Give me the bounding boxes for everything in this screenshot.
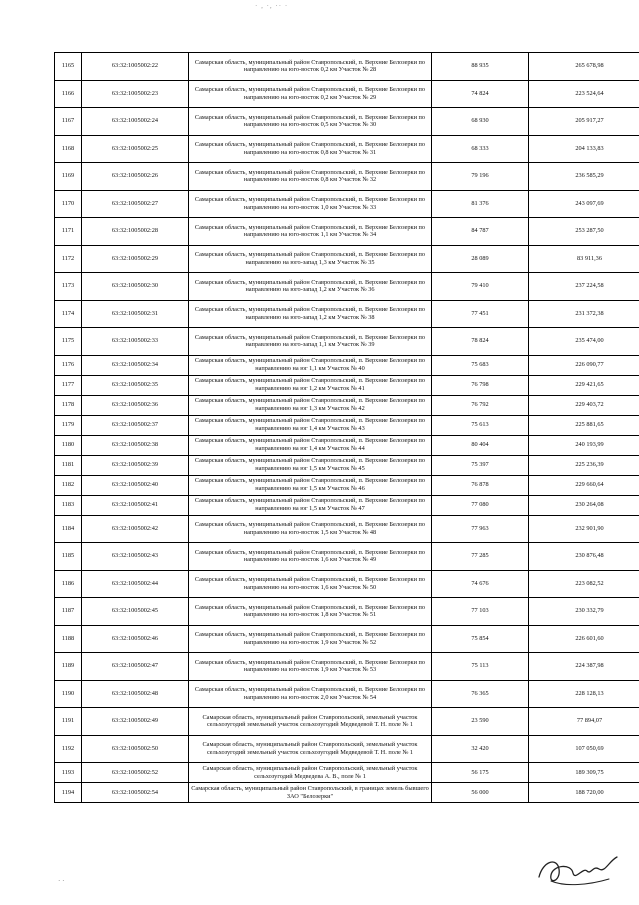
table-row xyxy=(55,80,639,108)
parcel-area: 74 676 xyxy=(432,570,529,598)
row-number: 1190 xyxy=(55,680,82,708)
registry-table-body xyxy=(55,53,639,803)
table-row xyxy=(55,328,639,356)
cadastral-value: 77 894,07 xyxy=(529,708,639,736)
cadastral-number: 63:32:1005002:34 xyxy=(82,355,189,375)
row-number: 1180 xyxy=(55,435,82,455)
table-row xyxy=(55,495,639,515)
parcel-area: 76 792 xyxy=(432,395,529,415)
row-number: 1172 xyxy=(55,245,82,273)
cadastral-value: 223 082,52 xyxy=(529,570,639,598)
row-number: 1170 xyxy=(55,190,82,218)
parcel-address: Самарская область, муниципальный район Ставропольский, п. Верхние Белозерки по направлению на юг 1,2 км Участок № 41 xyxy=(189,375,432,395)
row-number: 1183 xyxy=(55,495,82,515)
cadastral-number: 63:32:1005002:46 xyxy=(82,625,189,653)
row-number: 1186 xyxy=(55,570,82,598)
cadastral-value: 230 876,48 xyxy=(529,543,639,571)
row-number: 1168 xyxy=(55,135,82,163)
table-row xyxy=(55,395,639,415)
cadastral-value: 228 128,13 xyxy=(529,680,639,708)
cadastral-value: 189 309,75 xyxy=(529,763,639,783)
parcel-address: Самарская область, муниципальный район Ставропольский, п. Верхние Белозерки по направлению на юго-запад 1,2 км Участок № 36 xyxy=(189,273,432,301)
parcel-area: 23 590 xyxy=(432,708,529,736)
parcel-address: Самарская область, муниципальный район Ставропольский, п. Верхние Белозерки по направлению на юго-восток 2,0 км Участок № 54 xyxy=(189,680,432,708)
table-row xyxy=(55,163,639,191)
cadastral-value: 230 264,08 xyxy=(529,495,639,515)
cadastral-number: 63:32:1005002:22 xyxy=(82,53,189,81)
cadastral-value: 236 585,29 xyxy=(529,163,639,191)
table-row xyxy=(55,273,639,301)
cadastral-number: 63:32:1005002:42 xyxy=(82,515,189,543)
parcel-area: 32 420 xyxy=(432,735,529,763)
parcel-area: 75 397 xyxy=(432,455,529,475)
row-number: 1166 xyxy=(55,80,82,108)
table-row xyxy=(55,355,639,375)
row-number: 1176 xyxy=(55,355,82,375)
table-row xyxy=(55,735,639,763)
row-number: 1171 xyxy=(55,218,82,246)
row-number: 1181 xyxy=(55,455,82,475)
table-row xyxy=(55,108,639,136)
cadastral-value: 225 236,39 xyxy=(529,455,639,475)
parcel-area: 76 798 xyxy=(432,375,529,395)
parcel-area: 75 113 xyxy=(432,653,529,681)
cadastral-number: 63:32:1005002:50 xyxy=(82,735,189,763)
parcel-address: Самарская область, муниципальный район Ставропольский, п. Верхние Белозерки по направлению на юго-восток 1,9 км Участок № 53 xyxy=(189,653,432,681)
row-number: 1175 xyxy=(55,328,82,356)
cadastral-number: 63:32:1005002:25 xyxy=(82,135,189,163)
parcel-address: Самарская область, муниципальный район Ставропольский, п. Верхние Белозерки по направлению на юго-запад 1,3 км Участок № 35 xyxy=(189,245,432,273)
cadastral-number: 63:32:1005002:45 xyxy=(82,598,189,626)
row-number: 1179 xyxy=(55,415,82,435)
parcel-area: 68 930 xyxy=(432,108,529,136)
table-row xyxy=(55,190,639,218)
cadastral-value: 232 901,90 xyxy=(529,515,639,543)
parcel-address: Самарская область, муниципальный район Ставропольский, п. Верхние Белозерки по направлению на юго-восток 0,2 км Участок № 28 xyxy=(189,53,432,81)
table-row xyxy=(55,475,639,495)
parcel-area: 75 854 xyxy=(432,625,529,653)
row-number: 1191 xyxy=(55,708,82,736)
cadastral-value: 230 332,79 xyxy=(529,598,639,626)
cadastral-value: 188 720,00 xyxy=(529,783,639,803)
table-row xyxy=(55,625,639,653)
cadastral-number: 63:32:1005002:29 xyxy=(82,245,189,273)
parcel-address: Самарская область, муниципальный район Ставропольский, п. Верхние Белозерки по направлению на юго-восток 0,8 км Участок № 31 xyxy=(189,135,432,163)
parcel-area: 75 613 xyxy=(432,415,529,435)
table-row xyxy=(55,680,639,708)
parcel-area: 68 333 xyxy=(432,135,529,163)
cadastral-value: 83 911,36 xyxy=(529,245,639,273)
parcel-address: Самарская область, муниципальный район Ставропольский, земельный участок сельхозугодий земельный участок сельхозугодий Медведевой Т. Н. поле № 1 xyxy=(189,735,432,763)
parcel-address: Самарская область, муниципальный район Ставропольский, п. Верхние Белозерки по направлению на юг 1,4 км Участок № 43 xyxy=(189,415,432,435)
row-number: 1167 xyxy=(55,108,82,136)
parcel-area: 84 787 xyxy=(432,218,529,246)
row-number: 1182 xyxy=(55,475,82,495)
table-row xyxy=(55,218,639,246)
row-number: 1192 xyxy=(55,735,82,763)
cadastral-number: 63:32:1005002:26 xyxy=(82,163,189,191)
row-number: 1173 xyxy=(55,273,82,301)
cadastral-value: 235 474,00 xyxy=(529,328,639,356)
parcel-address: Самарская область, муниципальный район Ставропольский, земельный участок сельхозугодий земельный участок сельхозугодий Медведевой Т. Н. поле № 1 xyxy=(189,708,432,736)
cadastral-number: 63:32:1005002:48 xyxy=(82,680,189,708)
cadastral-value: 205 917,27 xyxy=(529,108,639,136)
cadastral-value: 229 421,65 xyxy=(529,375,639,395)
parcel-area: 77 451 xyxy=(432,300,529,328)
cadastral-value: 237 224,58 xyxy=(529,273,639,301)
row-number: 1187 xyxy=(55,598,82,626)
cadastral-number: 63:32:1005002:28 xyxy=(82,218,189,246)
table-row xyxy=(55,245,639,273)
parcel-area: 56 175 xyxy=(432,763,529,783)
table-row xyxy=(55,570,639,598)
parcel-address: Самарская область, муниципальный район Ставропольский, п. Верхние Белозерки по направлению на юго-восток 0,2 км Участок № 29 xyxy=(189,80,432,108)
handwritten-signature xyxy=(531,847,621,893)
parcel-address: Самарская область, муниципальный район Ставропольский, п. Верхние Белозерки по направлению на юг 1,3 км Участок № 42 xyxy=(189,395,432,415)
row-number: 1169 xyxy=(55,163,82,191)
parcel-address: Самарская область, муниципальный район Ставропольский, п. Верхние Белозерки по направлению на юго-восток 1,6 км Участок № 49 xyxy=(189,543,432,571)
table-row xyxy=(55,763,639,783)
parcel-area: 77 103 xyxy=(432,598,529,626)
cadastral-value: 229 403,72 xyxy=(529,395,639,415)
table-row xyxy=(55,515,639,543)
parcel-address: Самарская область, муниципальный район Ставропольский, п. Верхние Белозерки по направлению на юго-восток 1,1 км Участок № 34 xyxy=(189,218,432,246)
cadastral-number: 63:32:1005002:49 xyxy=(82,708,189,736)
scan-header-artifact: · , ·, ·· · xyxy=(255,2,289,10)
parcel-address: Самарская область, муниципальный район Ставропольский, п. Верхние Белозерки по направлению на юго-восток 0,5 км Участок № 30 xyxy=(189,108,432,136)
parcel-address: Самарская область, муниципальный район Ставропольский, п. Верхние Белозерки по направлению на юго-восток 1,0 км Участок № 33 xyxy=(189,190,432,218)
row-number: 1188 xyxy=(55,625,82,653)
parcel-address: Самарская область, муниципальный район Ставропольский, земельный участок сельхозугодий Медведева А. В., поле № 1 xyxy=(189,763,432,783)
parcel-address: Самарская область, муниципальный район Ставропольский, в границах земель бывшего ЗАО "Белозерки" xyxy=(189,783,432,803)
row-number: 1165 xyxy=(55,53,82,81)
cadastral-number: 63:32:1005002:43 xyxy=(82,543,189,571)
cadastral-number: 63:32:1005002:24 xyxy=(82,108,189,136)
parcel-address: Самарская область, муниципальный район Ставропольский, п. Верхние Белозерки по направлению на юго-запад 1,2 км Участок № 38 xyxy=(189,300,432,328)
parcel-area: 79 410 xyxy=(432,273,529,301)
parcel-address: Самарская область, муниципальный район Ставропольский, п. Верхние Белозерки по направлению на юго-восток 0,8 км Участок № 32 xyxy=(189,163,432,191)
cadastral-value: 243 097,69 xyxy=(529,190,639,218)
parcel-address: Самарская область, муниципальный район Ставропольский, п. Верхние Белозерки по направлению на юго-восток 1,9 км Участок № 52 xyxy=(189,625,432,653)
table-row xyxy=(55,135,639,163)
parcel-address: Самарская область, муниципальный район Ставропольский, п. Верхние Белозерки по направлению на юг 1,1 км Участок № 40 xyxy=(189,355,432,375)
cadastral-number: 63:32:1005002:31 xyxy=(82,300,189,328)
parcel-area: 28 089 xyxy=(432,245,529,273)
row-number: 1193 xyxy=(55,763,82,783)
parcel-area: 78 824 xyxy=(432,328,529,356)
cadastral-value: 226 601,60 xyxy=(529,625,639,653)
parcel-area: 80 404 xyxy=(432,435,529,455)
cadastral-number: 63:32:1005002:44 xyxy=(82,570,189,598)
table-row xyxy=(55,375,639,395)
cadastral-value: 229 660,64 xyxy=(529,475,639,495)
parcel-area: 76 878 xyxy=(432,475,529,495)
cadastral-value: 225 881,65 xyxy=(529,415,639,435)
parcel-area: 81 376 xyxy=(432,190,529,218)
cadastral-number: 63:32:1005002:41 xyxy=(82,495,189,515)
parcel-address: Самарская область, муниципальный район Ставропольский, п. Верхние Белозерки по направлению на юг 1,5 км Участок № 46 xyxy=(189,475,432,495)
cadastral-value: 231 372,38 xyxy=(529,300,639,328)
parcel-address: Самарская область, муниципальный район Ставропольский, п. Верхние Белозерки по направлению на юг 1,5 км Участок № 45 xyxy=(189,455,432,475)
cadastral-number: 63:32:1005002:23 xyxy=(82,80,189,108)
table-row xyxy=(55,543,639,571)
table-row xyxy=(55,598,639,626)
cadastral-number: 63:32:1005002:40 xyxy=(82,475,189,495)
parcel-area: 77 285 xyxy=(432,543,529,571)
cadastral-value: 240 193,99 xyxy=(529,435,639,455)
cadastral-value: 226 090,77 xyxy=(529,355,639,375)
parcel-area: 79 196 xyxy=(432,163,529,191)
cadastral-value: 223 524,64 xyxy=(529,80,639,108)
table-row xyxy=(55,53,639,81)
land-registry-table xyxy=(54,52,639,803)
cadastral-value: 107 050,69 xyxy=(529,735,639,763)
cadastral-number: 63:32:1005002:33 xyxy=(82,328,189,356)
table-row xyxy=(55,435,639,455)
parcel-area: 75 683 xyxy=(432,355,529,375)
row-number: 1178 xyxy=(55,395,82,415)
cadastral-number: 63:32:1005002:54 xyxy=(82,783,189,803)
row-number: 1194 xyxy=(55,783,82,803)
scan-corner-artifact: · · xyxy=(58,877,65,885)
cadastral-number: 63:32:1005002:35 xyxy=(82,375,189,395)
cadastral-number: 63:32:1005002:52 xyxy=(82,763,189,783)
cadastral-number: 63:32:1005002:30 xyxy=(82,273,189,301)
table-row xyxy=(55,708,639,736)
parcel-area: 77 080 xyxy=(432,495,529,515)
parcel-area: 77 963 xyxy=(432,515,529,543)
parcel-address: Самарская область, муниципальный район Ставропольский, п. Верхние Белозерки по направлению на юг 1,4 км Участок № 44 xyxy=(189,435,432,455)
cadastral-number: 63:32:1005002:39 xyxy=(82,455,189,475)
parcel-area: 56 000 xyxy=(432,783,529,803)
cadastral-number: 63:32:1005002:36 xyxy=(82,395,189,415)
row-number: 1177 xyxy=(55,375,82,395)
cadastral-value: 265 678,98 xyxy=(529,53,639,81)
row-number: 1184 xyxy=(55,515,82,543)
table-row xyxy=(55,783,639,803)
parcel-address: Самарская область, муниципальный район Ставропольский, п. Верхние Белозерки по направлению на юго-запад 1,1 км Участок № 39 xyxy=(189,328,432,356)
row-number: 1174 xyxy=(55,300,82,328)
cadastral-number: 63:32:1005002:47 xyxy=(82,653,189,681)
table-row xyxy=(55,455,639,475)
cadastral-value: 204 133,83 xyxy=(529,135,639,163)
parcel-area: 88 935 xyxy=(432,53,529,81)
table-row xyxy=(55,653,639,681)
parcel-area: 76 365 xyxy=(432,680,529,708)
cadastral-number: 63:32:1005002:27 xyxy=(82,190,189,218)
cadastral-value: 224 387,98 xyxy=(529,653,639,681)
cadastral-value: 253 287,50 xyxy=(529,218,639,246)
parcel-area: 74 824 xyxy=(432,80,529,108)
parcel-address: Самарская область, муниципальный район Ставропольский, п. Верхние Белозерки по направлению на юго-восток 1,5 км Участок № 48 xyxy=(189,515,432,543)
cadastral-number: 63:32:1005002:38 xyxy=(82,435,189,455)
parcel-address: Самарская область, муниципальный район Ставропольский, п. Верхние Белозерки по направлению на юго-восток 1,8 км Участок № 51 xyxy=(189,598,432,626)
row-number: 1185 xyxy=(55,543,82,571)
parcel-address: Самарская область, муниципальный район Ставропольский, п. Верхние Белозерки по направлению на юго-восток 1,6 км Участок № 50 xyxy=(189,570,432,598)
cadastral-number: 63:32:1005002:37 xyxy=(82,415,189,435)
row-number: 1189 xyxy=(55,653,82,681)
table-row xyxy=(55,415,639,435)
parcel-address: Самарская область, муниципальный район Ставропольский, п. Верхние Белозерки по направлению на юг 1,5 км Участок № 47 xyxy=(189,495,432,515)
table-row xyxy=(55,300,639,328)
